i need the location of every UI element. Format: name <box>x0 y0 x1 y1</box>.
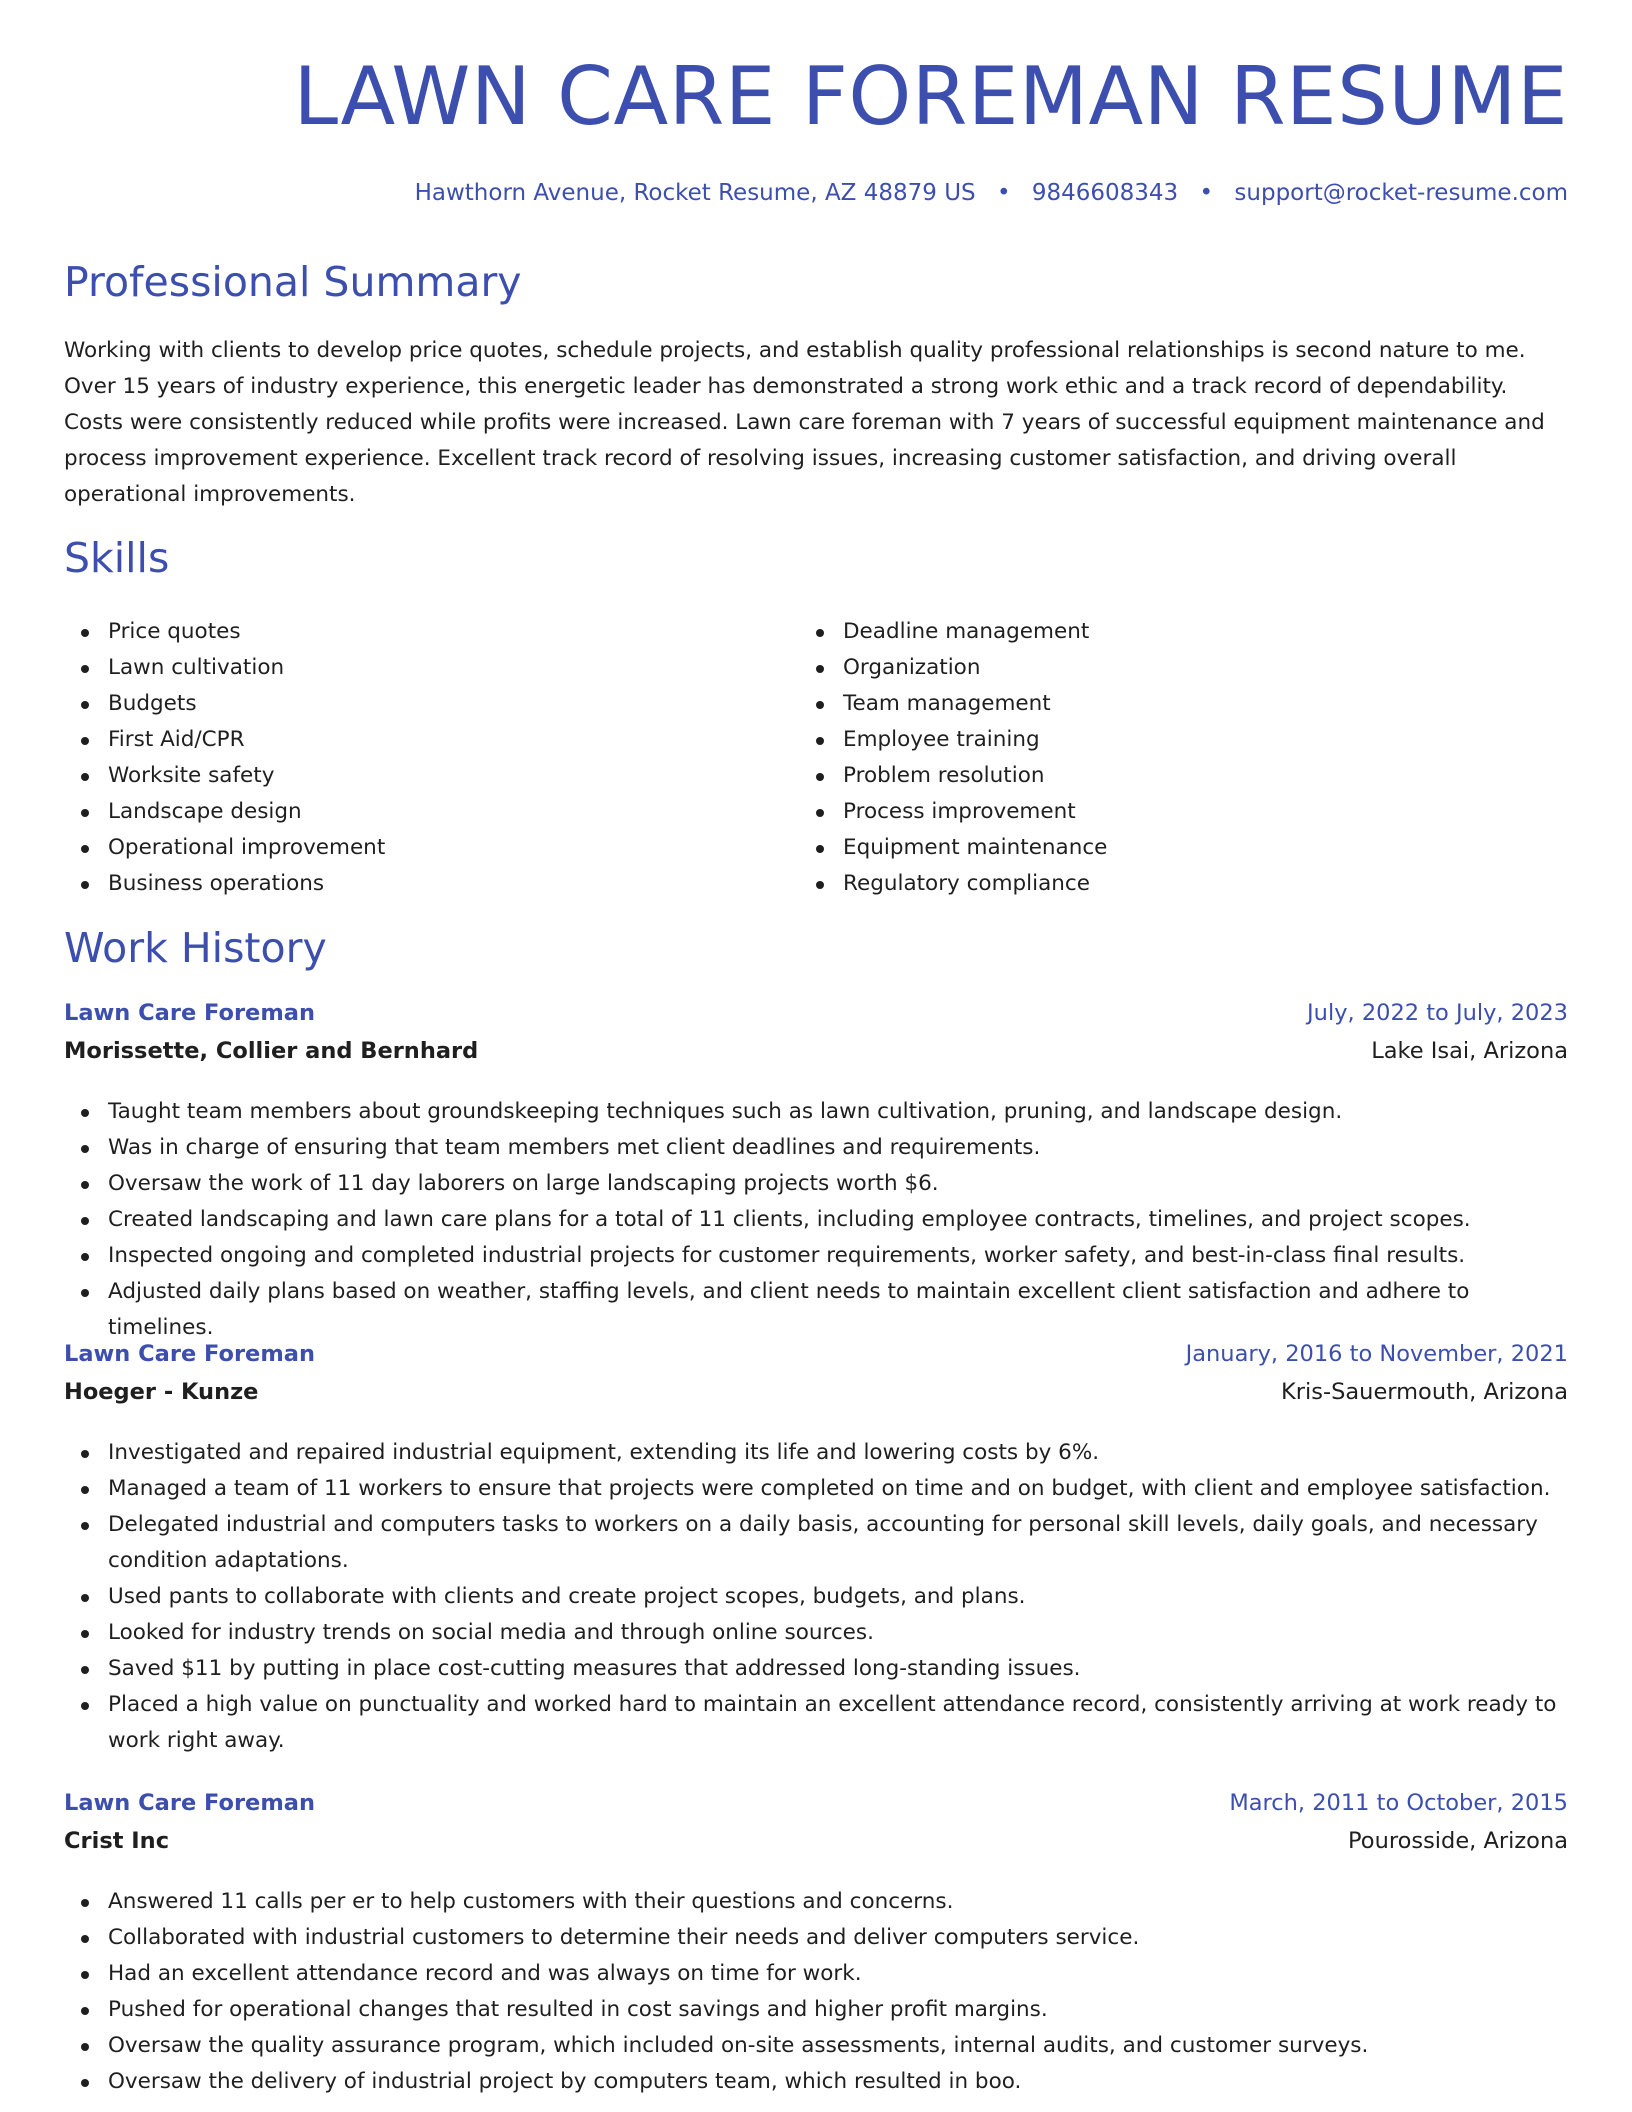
summary-heading: Professional Summary <box>64 258 522 306</box>
resume-title: LAWN CARE FOREMAN RESUME <box>293 50 1568 143</box>
job-title: Lawn Care Foreman <box>64 1341 315 1367</box>
job-bullet-list <box>64 1435 1568 1759</box>
job-bullet: Answered 11 calls per er to help customers with their questions and concerns. <box>64 1884 1568 1920</box>
skill-item: Equipment maintenance <box>799 830 1499 866</box>
job-bullet: Taught team members about groundskeeping techniques such as lawn cultivation, pruning, and landscape design. <box>64 1094 1568 1130</box>
job-company: Crist Inc <box>64 1828 170 1854</box>
job-bullet-list <box>64 1094 1568 1346</box>
contact-line <box>415 180 1568 206</box>
job-title: Lawn Care Foreman <box>64 1790 315 1816</box>
skill-item: Operational improvement <box>64 830 764 866</box>
contact-separator: • <box>996 180 1011 206</box>
skill-item: Organization <box>799 650 1499 686</box>
job-bullet: Was in charge of ensuring that team members met client deadlines and requirements. <box>64 1130 1568 1166</box>
job-bullet: Oversaw the delivery of industrial project by computers team, which resulted in boo. <box>64 2064 1568 2100</box>
skill-item: Deadline management <box>799 614 1499 650</box>
job-bullet: Inspected ongoing and completed industrial projects for customer requirements, worker safety, and best-in-class final results. <box>64 1238 1568 1274</box>
skill-item: Lawn cultivation <box>64 650 764 686</box>
skill-item: Team management <box>799 686 1499 722</box>
job-company: Hoeger - Kunze <box>64 1379 259 1405</box>
job-bullet: Collaborated with industrial customers to determine their needs and deliver computers service. <box>64 1920 1568 1956</box>
job-bullet-list <box>64 1884 1568 2100</box>
skill-item: Worksite safety <box>64 758 764 794</box>
skills-list-left <box>64 614 764 902</box>
job-title: Lawn Care Foreman <box>64 1000 315 1026</box>
job-bullet: Delegated industrial and computers tasks to workers on a daily basis, accounting for personal skill levels, daily goals, and necessary condition adaptations. <box>64 1507 1568 1579</box>
skills-list-right <box>799 614 1499 902</box>
job-bullet: Adjusted daily plans based on weather, staffing levels, and client needs to maintain excellent client satisfaction and adhere to timelines. <box>64 1274 1568 1346</box>
job-bullet: Pushed for operational changes that resulted in cost savings and higher profit margins. <box>64 1992 1568 2028</box>
job-header <box>64 1000 1568 1076</box>
skill-item: Process improvement <box>799 794 1499 830</box>
contact-separator: • <box>1199 180 1214 206</box>
skill-item: Landscape design <box>64 794 764 830</box>
job-bullet: Investigated and repaired industrial equipment, extending its life and lowering costs by 6%. <box>64 1435 1568 1471</box>
job-bullet: Saved $11 by putting in place cost-cutting measures that addressed long-standing issues. <box>64 1651 1568 1687</box>
summary-text: Working with clients to develop price quotes, schedule projects, and establish quality professional relationships is second nature to me. Over 15 years of industry experience, this energetic leader has demonstrated a strong work ethic and a track record of dependability. Costs were consistently reduced while profits were increased. Lawn care foreman with 7 years of successful equipment maintenance and process improvement experience. Excellent track record of resolving issues, increasing customer satisfaction, and driving overall operational improvements. <box>64 338 1545 507</box>
job-dates: January, 2016 to November, 2021 <box>1185 1341 1568 1367</box>
skill-item: Price quotes <box>64 614 764 650</box>
job-bullet: Managed a team of 11 workers to ensure that projects were completed on time and on budget, with client and employee satisfaction. <box>64 1471 1568 1507</box>
contact-phone: 9846608343 <box>1031 180 1179 206</box>
contact-address: Hawthorn Avenue, Rocket Resume, AZ 48879 US <box>414 180 976 206</box>
job-bullet: Oversaw the quality assurance program, which included on-site assessments, internal audits, and customer surveys. <box>64 2028 1568 2064</box>
job-location: Lake Isai, Arizona <box>1371 1038 1568 1064</box>
job-bullet: Oversaw the work of 11 day laborers on large landscaping projects worth $6. <box>64 1166 1568 1202</box>
skill-item: Business operations <box>64 866 764 902</box>
skill-item: Regulatory compliance <box>799 866 1499 902</box>
job-location: Kris-Sauermouth, Arizona <box>1281 1379 1568 1405</box>
skill-item: Budgets <box>64 686 764 722</box>
job-bullet: Had an excellent attendance record and was always on time for work. <box>64 1956 1568 1992</box>
job-header <box>64 1790 1568 1866</box>
job-company: Morissette, Collier and Bernhard <box>64 1038 479 1064</box>
skill-item: Problem resolution <box>799 758 1499 794</box>
job-bullet: Looked for industry trends on social media and through online sources. <box>64 1615 1568 1651</box>
skill-item: Employee training <box>799 722 1499 758</box>
job-location: Pourosside, Arizona <box>1348 1828 1568 1854</box>
work-history-heading: Work History <box>64 924 327 972</box>
job-bullet: Placed a high value on punctuality and worked hard to maintain an excellent attendance record, consistently arriving at work ready to work right away. <box>64 1687 1568 1759</box>
job-dates: July, 2022 to July, 2023 <box>1307 1000 1568 1026</box>
job-dates: March, 2011 to October, 2015 <box>1229 1790 1568 1816</box>
skills-heading: Skills <box>64 534 170 582</box>
skill-item: First Aid/CPR <box>64 722 764 758</box>
job-header <box>64 1341 1568 1417</box>
job-bullet: Created landscaping and lawn care plans for a total of 11 clients, including employee contracts, timelines, and project scopes. <box>64 1202 1568 1238</box>
contact-email: support@rocket-resume.com <box>1234 180 1568 206</box>
job-bullet: Used pants to collaborate with clients and create project scopes, budgets, and plans. <box>64 1579 1568 1615</box>
